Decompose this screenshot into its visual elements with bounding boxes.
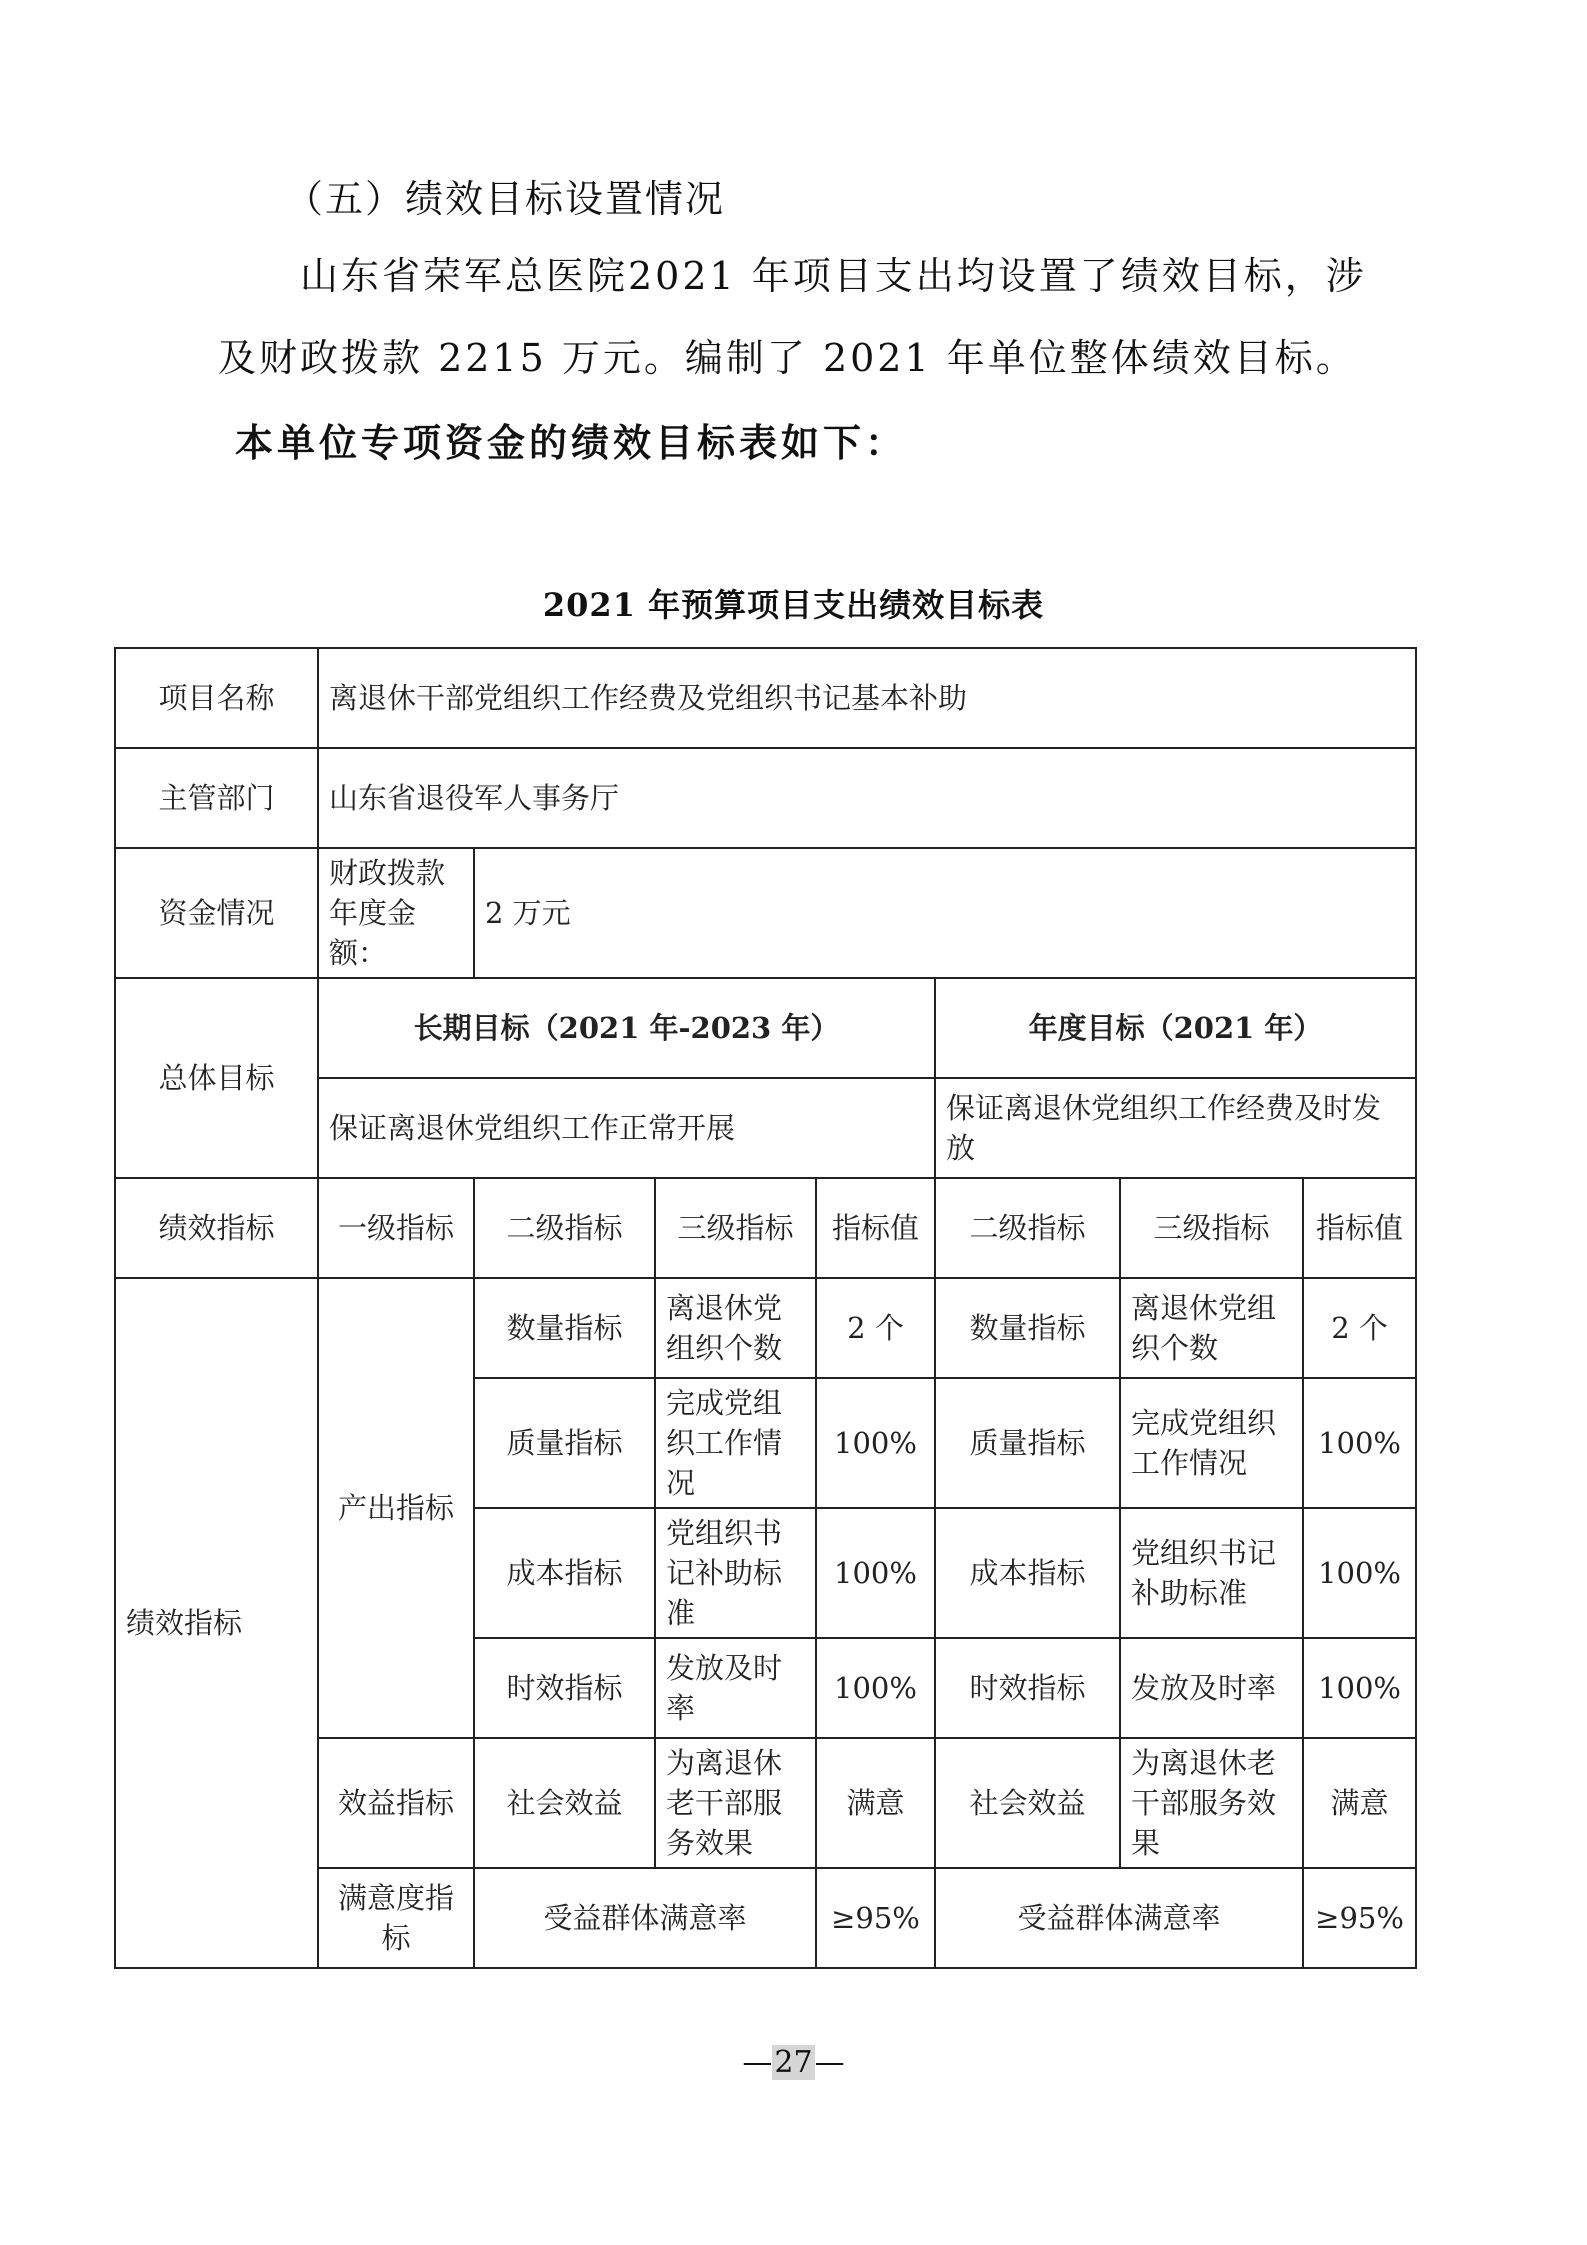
body-paragraph-line-1: 山东省荣军总医院2021 年项目支出均设置了绩效目标，涉 (300, 254, 1367, 298)
page-number-value: 27 (774, 2045, 813, 2080)
col-level2-header-annual: 二级指标 (935, 1178, 1120, 1278)
page-dash-left: — (742, 2045, 773, 2080)
value-cell: 满意 (816, 1738, 935, 1868)
level3-cell-annual: 发放及时率 (1120, 1638, 1303, 1738)
long-term-goal-header: 长期目标（2021 年-2023 年） (318, 978, 935, 1078)
table-row (115, 648, 1416, 748)
fund-label: 资金情况 (115, 848, 318, 978)
page-number (0, 2045, 1587, 2080)
value-cell-annual: 100% (1303, 1378, 1416, 1508)
satisfaction-value-annual: ≥95% (1303, 1868, 1416, 1968)
table-row (115, 978, 1416, 1078)
benefit-indicator-label: 效益指标 (318, 1738, 474, 1868)
section-heading: （五）绩效目标设置情况 (285, 177, 726, 221)
value-cell: 2 个 (816, 1278, 935, 1378)
fund-value: 2 万元 (474, 848, 1416, 978)
satisfaction-text-annual: 受益群体满意率 (935, 1868, 1303, 1968)
annual-goal-text: 保证离退休党组织工作经费及时发放 (935, 1078, 1416, 1178)
long-term-goal-text: 保证离退休党组织工作正常开展 (318, 1078, 935, 1178)
level3-cell: 为离退休老干部服务效果 (655, 1738, 816, 1868)
level3-cell: 党组织书记补助标准 (655, 1508, 816, 1638)
level2-cell: 质量指标 (474, 1378, 655, 1508)
perf-indicator-label: 绩效指标 (115, 1178, 318, 1278)
body-paragraph-line-2: 及财政拨款 2215 万元。编制了 2021 年单位整体绩效目标。 (218, 336, 1357, 380)
level2-cell: 成本指标 (474, 1508, 655, 1638)
dept-label: 主管部门 (115, 748, 318, 848)
dept-value: 山东省退役军人事务厅 (318, 748, 1416, 848)
level3-cell-annual: 完成党组织工作情况 (1120, 1378, 1303, 1508)
col-level1-header: 一级指标 (318, 1178, 474, 1278)
table-row (115, 748, 1416, 848)
level2-cell: 时效指标 (474, 1638, 655, 1738)
level2-cell: 社会效益 (474, 1738, 655, 1868)
col-level3-header-annual: 三级指标 (1120, 1178, 1303, 1278)
level3-cell: 发放及时率 (655, 1638, 816, 1738)
table-intro: 本单位专项资金的绩效目标表如下： (235, 420, 908, 465)
col-level3-header: 三级指标 (655, 1178, 816, 1278)
page-dash-right: — (814, 2045, 845, 2080)
level3-cell: 离退休党组织个数 (655, 1278, 816, 1378)
table-title: 2021 年预算项目支出绩效目标表 (542, 586, 1045, 624)
level2-cell: 数量指标 (474, 1278, 655, 1378)
value-cell-annual: 100% (1303, 1508, 1416, 1638)
table-row (115, 1278, 1416, 1378)
perf-indicator-group-label: 绩效指标 (115, 1278, 318, 1968)
value-cell-annual: 满意 (1303, 1738, 1416, 1868)
col-value-header-annual: 指标值 (1303, 1178, 1416, 1278)
level3-cell-annual: 离退休党组织个数 (1120, 1278, 1303, 1378)
level3-cell: 完成党组织工作情况 (655, 1378, 816, 1508)
value-cell-annual: 100% (1303, 1638, 1416, 1738)
table-row (115, 1178, 1416, 1278)
level2-cell-annual: 质量指标 (935, 1378, 1120, 1508)
value-cell: 100% (816, 1508, 935, 1638)
value-cell-annual: 2 个 (1303, 1278, 1416, 1378)
table-row (115, 848, 1416, 978)
satisfaction-indicator-label: 满意度指标 (318, 1868, 474, 1968)
performance-goal-table (114, 647, 1417, 1969)
output-indicator-label: 产出指标 (318, 1278, 474, 1738)
annual-goal-header: 年度目标（2021 年） (935, 978, 1416, 1078)
col-level2-header: 二级指标 (474, 1178, 655, 1278)
level2-cell-annual: 时效指标 (935, 1638, 1120, 1738)
level2-cell-annual: 社会效益 (935, 1738, 1120, 1868)
project-name-value: 离退休干部党组织工作经费及党组织书记基本补助 (318, 648, 1416, 748)
project-name-label: 项目名称 (115, 648, 318, 748)
level3-cell-annual: 为离退休老干部服务效果 (1120, 1738, 1303, 1868)
satisfaction-text: 受益群体满意率 (474, 1868, 816, 1968)
col-value-header: 指标值 (816, 1178, 935, 1278)
level3-cell-annual: 党组织书记补助标准 (1120, 1508, 1303, 1638)
value-cell: 100% (816, 1378, 935, 1508)
level2-cell-annual: 数量指标 (935, 1278, 1120, 1378)
fund-sub-label: 财政拨款年度金额： (318, 848, 474, 978)
satisfaction-value: ≥95% (816, 1868, 935, 1968)
overall-goal-label: 总体目标 (115, 978, 318, 1178)
value-cell: 100% (816, 1638, 935, 1738)
level2-cell-annual: 成本指标 (935, 1508, 1120, 1638)
